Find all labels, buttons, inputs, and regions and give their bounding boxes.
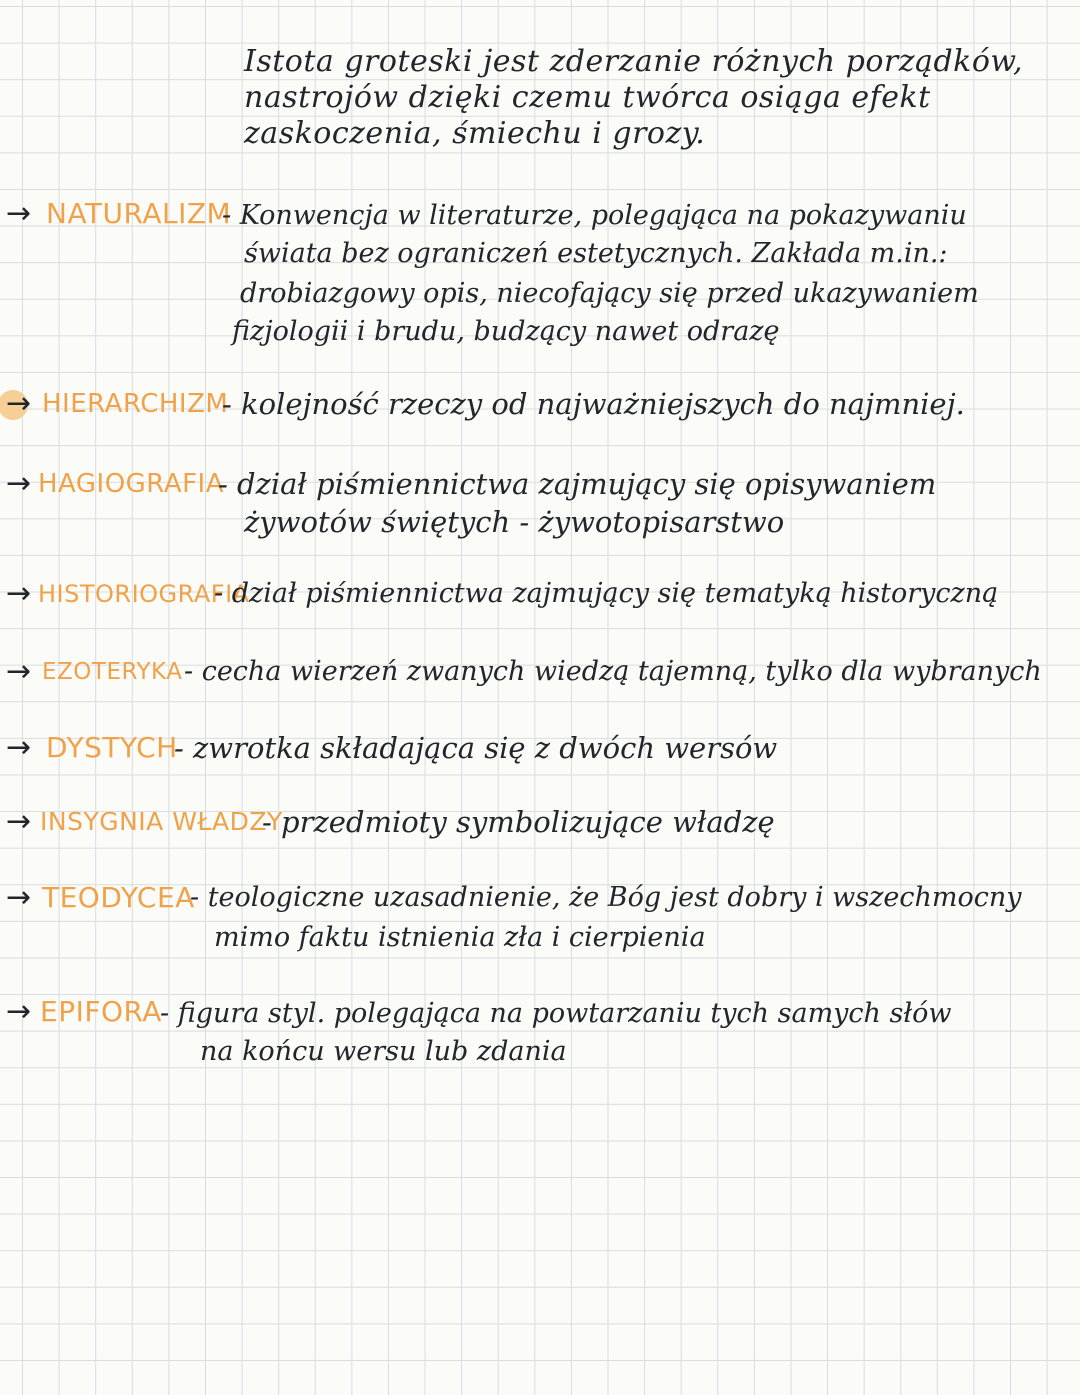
term-ezoteryka: EZOTERYKA — [42, 659, 183, 685]
entry-ezoteryka — [0, 654, 1080, 694]
arrow-icon: → — [6, 994, 32, 1029]
arrow-icon: → — [6, 576, 32, 611]
entry-teodycea — [0, 880, 1080, 960]
definition-line: drobiazgowy opis, niecofający się przed ukazywaniem — [240, 278, 979, 309]
term-dystych: DYSTYCH — [46, 731, 178, 764]
term-hagiografia: HAGIOGRAFIA — [38, 469, 225, 499]
intro-line: zaskoczenia, śmiechu i grozy. — [244, 116, 706, 151]
entry-hierarchizm — [0, 386, 1080, 426]
definition-line: - teologiczne uzasadnienie, że Bóg jest dobry i wszechmocny — [190, 882, 1022, 913]
definition-line: - przedmioty symbolizujące władzę — [262, 805, 775, 839]
entry-naturalizm — [0, 196, 1080, 356]
definition-line: - dział piśmiennictwa zajmujący się tematyką historyczną — [214, 578, 999, 609]
definition-line: fizjologii i brudu, budzący nawet odrazę — [232, 316, 780, 347]
definition-line: - cecha wierzeń zwanych wiedzą tajemną, tylko dla wybranych — [184, 656, 1042, 687]
definition-line: - zwrotka składająca się z dwóch wersów — [174, 731, 778, 765]
definition-line: mimo faktu istnienia zła i cierpienia — [214, 922, 706, 953]
intro-line: Istota groteski jest zderzanie różnych porządków, — [244, 44, 1024, 79]
term-naturalizm: NATURALIZM — [46, 197, 232, 230]
term-hierarchizm: HIERARCHIZM — [42, 389, 229, 419]
definition-line: - Konwencja w literaturze, polegająca na pokazywaniu — [222, 200, 967, 231]
definition-line: świata bez ograniczeń estetycznych. Zakłada m.in.: — [244, 238, 948, 269]
entry-historiografia — [0, 576, 1080, 616]
definition-line: - kolejność rzeczy od najważniejszych do najmniej. — [222, 387, 965, 421]
definition-line: żywotów świętych - żywotopisarstwo — [244, 505, 785, 539]
arrow-icon: → — [6, 880, 32, 915]
intro-paragraph — [244, 44, 1023, 152]
arrow-icon: → — [6, 466, 32, 501]
arrow-icon: → — [6, 196, 32, 231]
term-historiografia: HISTORIOGRAFIA — [38, 580, 250, 608]
arrow-icon: → — [6, 804, 32, 839]
term-insygnia-wladzy: INSYGNIA WŁADZY — [40, 807, 283, 836]
intro-line: nastrojów dzięki czemu twórca osiąga efekt — [244, 80, 931, 115]
definition-line: - dział piśmiennictwa zajmujący się opisywaniem — [218, 467, 937, 501]
entry-epifora — [0, 994, 1080, 1074]
term-epifora: EPIFORA — [40, 995, 162, 1028]
definition-line: - figura styl. polegająca na powtarzaniu tych samych słów — [160, 998, 952, 1029]
arrow-icon: → — [6, 654, 32, 689]
term-teodycea: TEODYCEA — [42, 881, 195, 914]
arrow-icon: → — [6, 386, 32, 421]
entry-dystych — [0, 730, 1080, 770]
entry-hagiografia — [0, 466, 1080, 546]
definition-line: na końcu wersu lub zdania — [200, 1036, 567, 1067]
entry-insygnia-wladzy — [0, 804, 1080, 844]
arrow-icon: → — [6, 730, 32, 765]
